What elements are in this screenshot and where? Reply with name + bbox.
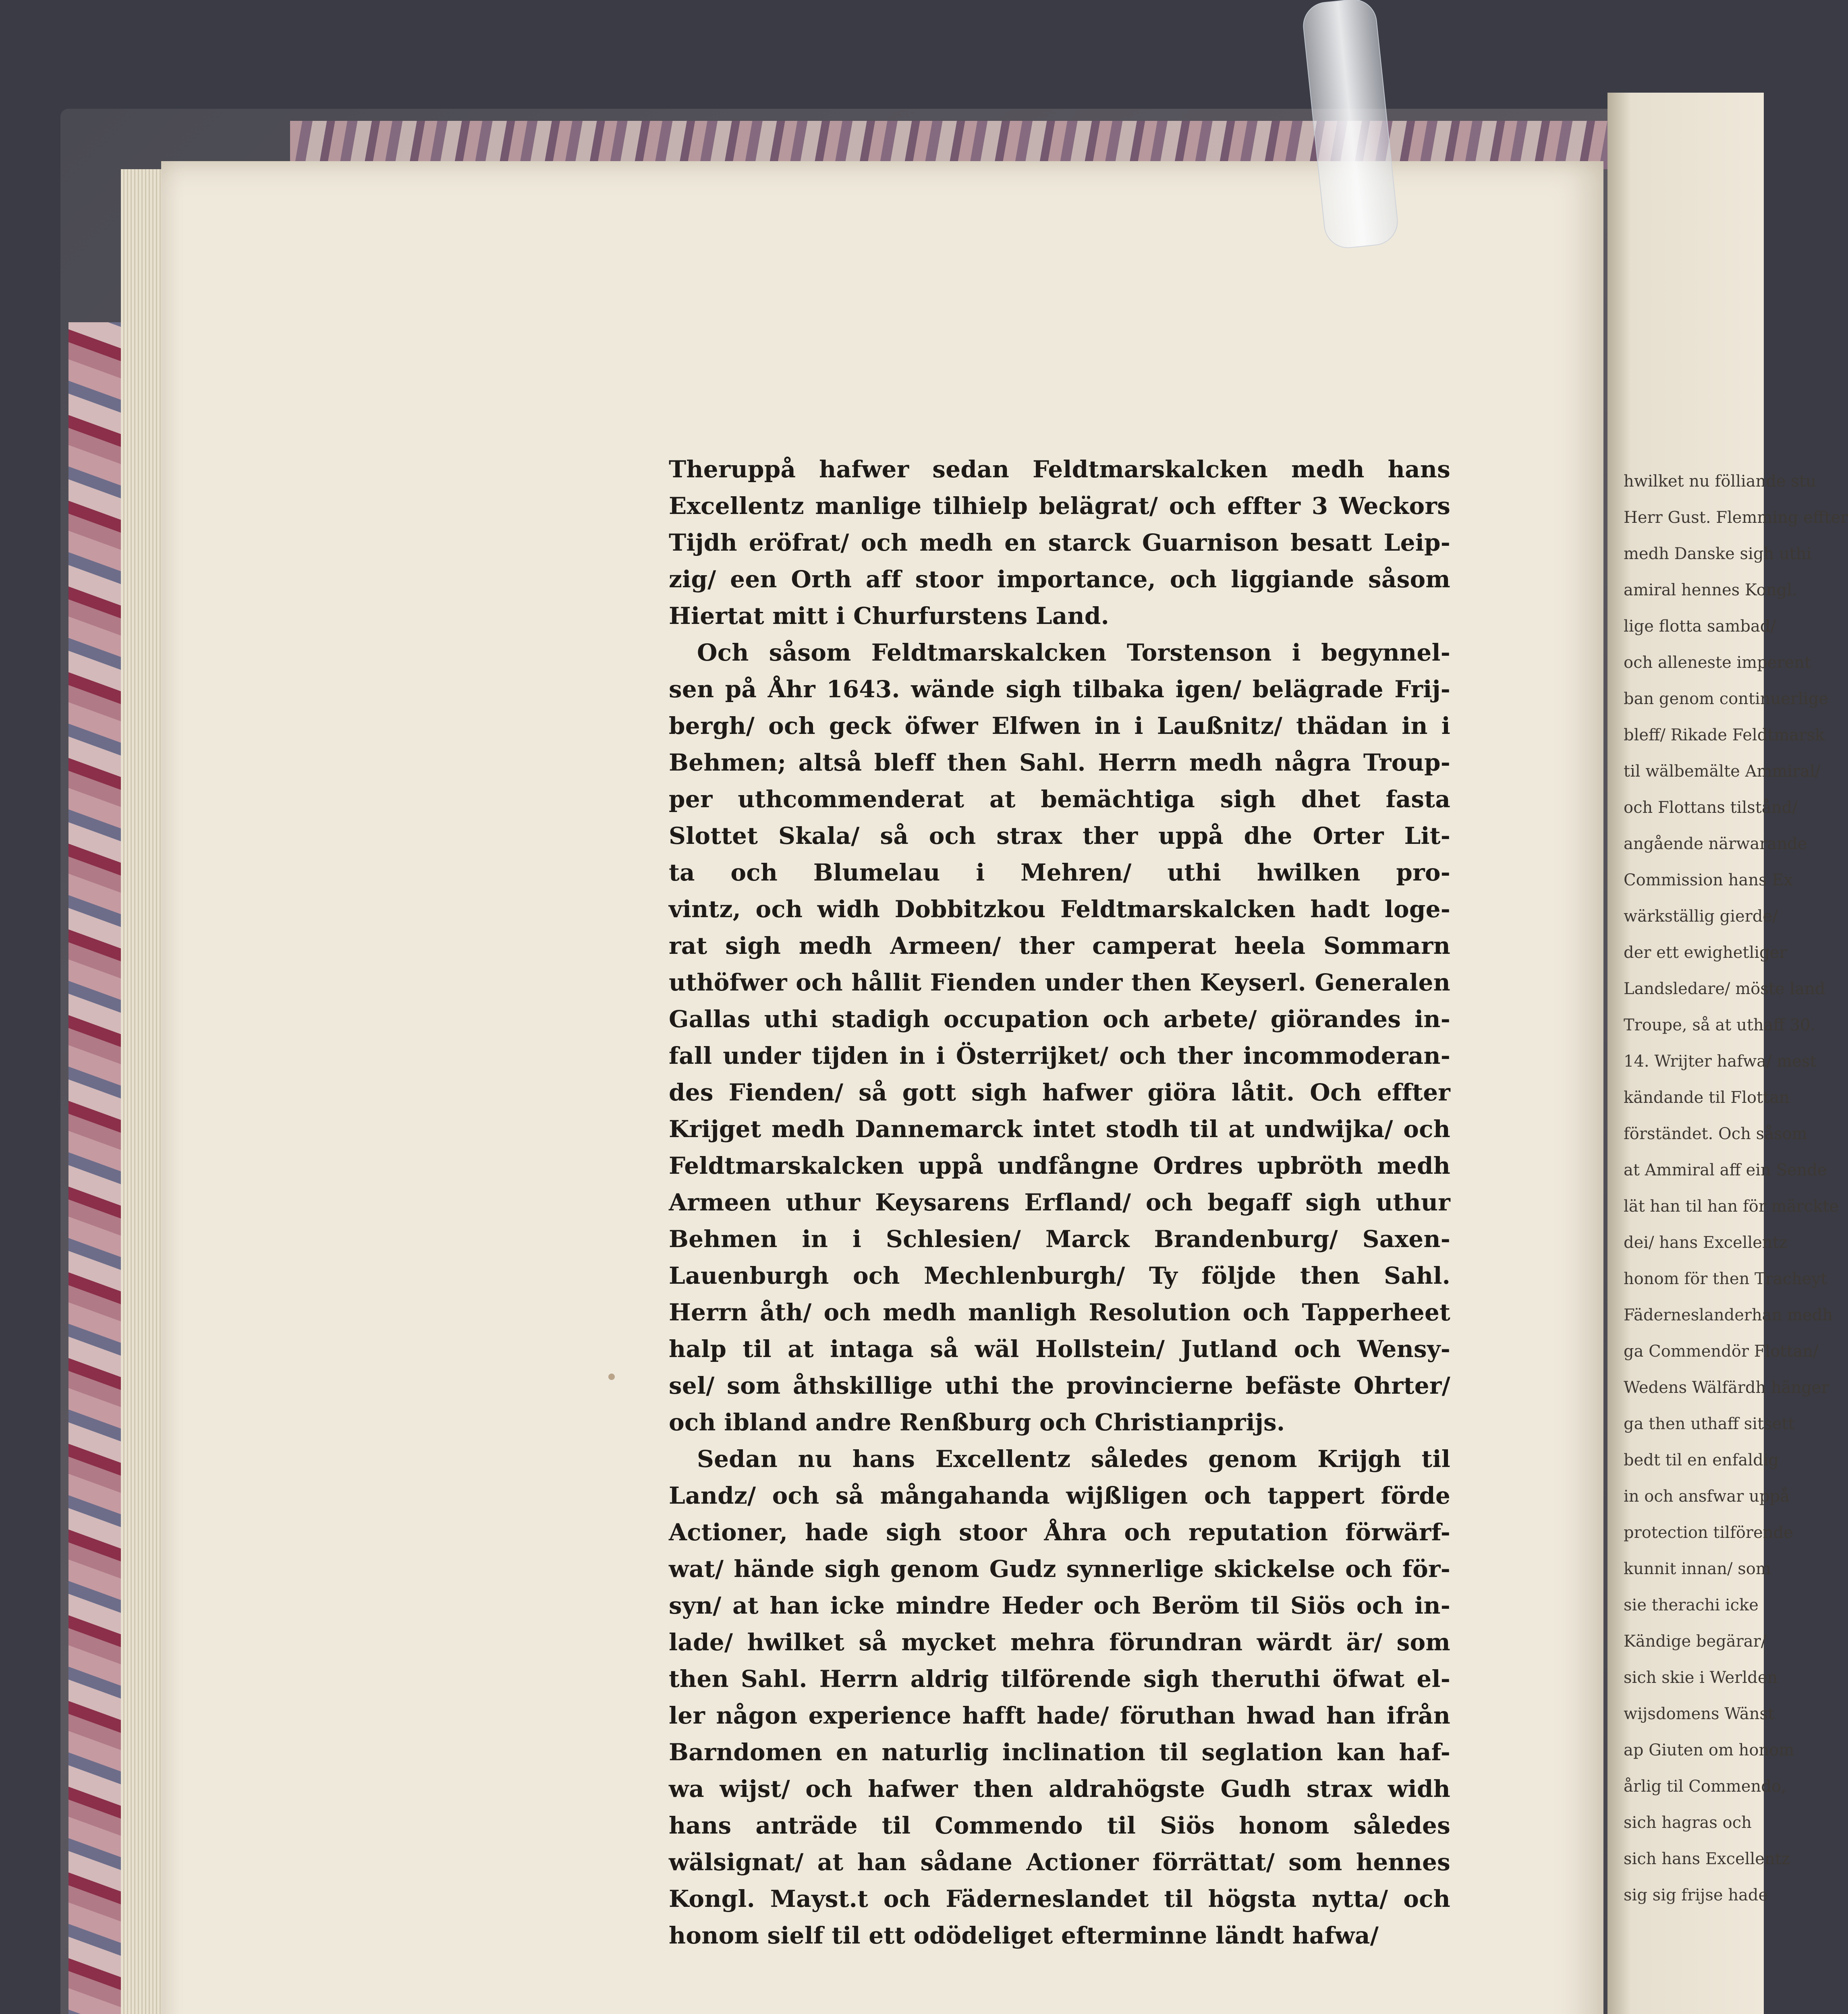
facing-text-line: Herr Gust. Flemming effter (1624, 508, 1848, 527)
text-line: sen på Åhr 1643. wände sigh tilbaka igen/ belägrade Frij- (669, 675, 1450, 703)
text-line: och ibland andre Renßburg och Christianprijs. (669, 1409, 1285, 1436)
text-line: uthöfwer och hållit Fienden under then Keyserl. Generalen (669, 969, 1450, 996)
text-line: Theruppå hafwer sedan Feldtmarskalcken medh hans (669, 456, 1450, 483)
facing-text-line: der ett ewighetliger (1624, 943, 1787, 962)
facing-text-line: lät han til han för märckte (1624, 1197, 1839, 1216)
facing-text-line: medh Danske sigh uthi (1624, 545, 1812, 563)
facing-text-line: Wedens Wälfärdh hänger (1624, 1378, 1829, 1397)
facing-text-line: ga then uthaff sitsett (1624, 1415, 1795, 1433)
facing-text-line: ap Giuten om honom (1624, 1741, 1794, 1759)
facing-text-line: amiral hennes Kongl. (1624, 581, 1797, 599)
facing-text-line: in och ansfwar uppå (1624, 1487, 1790, 1506)
text-line: des Fienden/ så gott sigh hafwer giöra låtit. Och effter (669, 1079, 1450, 1106)
facing-text-line: och alleneste imperent (1624, 653, 1811, 672)
facing-text-line: wijsdomens Wänst (1624, 1705, 1775, 1723)
text-line: rat sigh medh Armeen/ ther camperat heela Sommarn (669, 932, 1450, 959)
facing-text-line: kändande til Flottan (1624, 1088, 1790, 1107)
facing-text-line: honom för then Tracheyt (1624, 1270, 1827, 1288)
facing-text-line: til wälbemälte Ammiral/ (1624, 762, 1821, 781)
text-line: Armeen uthur Keysarens Erfland/ och begaff sigh uthur (669, 1189, 1450, 1216)
text-line: lade/ hwilket så mycket mehra förundran wärdt är/ som (669, 1629, 1450, 1656)
facing-text-line: angående närwarande (1624, 835, 1807, 853)
paper-stain (608, 1374, 615, 1380)
text-line: syn/ at han icke mindre Heder och Beröm til Siös och in- (669, 1592, 1450, 1619)
facing-text-line: sich hans Excellentz (1624, 1850, 1790, 1868)
facing-text-line: lige flotta sambad/ (1624, 617, 1776, 636)
text-line: Behmen; altså bleff then Sahl. Herrn medh några Troup- (669, 749, 1450, 776)
text-line: ler någon experience hafft hade/ föruthan hwad han ifrån (669, 1702, 1450, 1729)
facing-text-line: och Flottans tilstånd/ (1624, 798, 1798, 817)
facing-text-line: bedt til en enfaldig (1624, 1451, 1779, 1469)
text-line: fall under tijden in i Österrijket/ och ther incommoderan- (669, 1042, 1450, 1069)
facing-text-line: årlig til Commendo, (1624, 1777, 1786, 1796)
facing-text-line: sich hagras och (1624, 1813, 1752, 1832)
text-line: then Sahl. Herrn aldrig tilförende sigh theruthi öfwat el- (669, 1665, 1450, 1693)
text-line: vintz, och widh Dobbitzkou Feldtmarskalcken hadt loge- (669, 895, 1450, 923)
facing-text-line: bleff/ Rikade Feldtmarsk (1624, 726, 1825, 744)
facing-text-line: kunnit innan/ som (1624, 1560, 1771, 1578)
text-line: Barndomen en naturlig inclination til seglation kan haf- (669, 1738, 1450, 1766)
facing-text-line: Landsledare/ möste land (1624, 980, 1825, 998)
text-line: Gallas uthi stadigh occupation och arbete/ giörandes in- (669, 1005, 1450, 1033)
text-line: Actioner, hade sigh stoor Åhra och reputation förwärf- (669, 1519, 1450, 1546)
text-line: per uthcommenderat at bemächtiga sigh dhet fasta (669, 785, 1450, 813)
text-line: Landz/ och så mångahanda wijßligen och tappert förde (669, 1482, 1450, 1509)
text-line: Herrn åth/ och medh manligh Resolution och Tapperheet (669, 1299, 1450, 1326)
facing-text-line: sig sig frijse hade (1624, 1886, 1768, 1904)
text-line: sel/ som åthskillige uthi the provincierne befäste Ohrter/ (669, 1372, 1450, 1399)
facing-page-text (1624, 463, 1848, 1913)
text-line: Excellentz manlige tilhielp belägrat/ och effter 3 Weckors (669, 492, 1450, 520)
facing-text-line: 14. Wrijter hafwa/ mest (1624, 1052, 1817, 1071)
text-line: Tijdh eröfrat/ och medh en starck Guarnison besatt Leip- (669, 529, 1450, 556)
text-line: zig/ een Orth aff stoor importance, och liggiande såsom (669, 566, 1450, 593)
page-edges (121, 169, 165, 2014)
text-line: Behmen in i Schlesien/ Marck Brandenburg/ Saxen- (669, 1225, 1450, 1253)
facing-text-line: sich skie i Werlden (1624, 1668, 1778, 1687)
body-text (669, 451, 1450, 1954)
facing-text-line: Fäderneslanderhan medh (1624, 1306, 1833, 1324)
facing-text-line: at Ammiral aff ein Sende (1624, 1161, 1827, 1179)
facing-text-line: ban genom continuerlige (1624, 690, 1828, 708)
text-line: Och såsom Feldtmarskalcken Torstenson i begynnel- (697, 639, 1450, 666)
text-line: Sedan nu hans Excellentz således genom Krijgh til (697, 1445, 1450, 1473)
text-line: ta och Blumelau i Mehren/ uthi hwilken pro- (669, 859, 1450, 886)
facing-text-line: Commission hans Ex (1624, 871, 1793, 889)
text-line: halp til at intaga så wäl Hollstein/ Jutland och Wensy- (669, 1335, 1450, 1363)
text-line: bergh/ och geck öfwer Elfwen in i Laußnitz/ thädan in i (669, 712, 1450, 740)
text-line: Kongl. Mayst.t och Fäderneslandet til högsta nytta/ och (669, 1885, 1450, 1912)
facing-text-line: Kändige begärar/ (1624, 1632, 1767, 1651)
facing-text-line: dei/ hans Excellentz (1624, 1233, 1788, 1252)
text-line: Hiertat mitt i Churfurstens Land. (669, 602, 1110, 630)
facing-page (1607, 93, 1848, 2014)
text-line: wa wijst/ och hafwer then aldrahögste Gudh strax widh (669, 1775, 1450, 1803)
text-line: hans anträde til Commendo til Siös honom således (669, 1812, 1450, 1839)
text-line: wat/ hände sigh genom Gudz synnerlige skickelse och för- (669, 1555, 1450, 1583)
facing-text-line: ga Commendör Flottan/ (1624, 1342, 1819, 1361)
facing-text-line: hwilket nu fölliande stu (1624, 472, 1816, 491)
text-line: Feldtmarskalcken uppå undfångne Ordres upbröth medh (669, 1152, 1450, 1179)
facing-text-line: sie therachi icke (1624, 1596, 1759, 1614)
facing-text-line: protection tilförende (1624, 1523, 1793, 1542)
text-line: Slottet Skala/ så och strax ther uppå dhe Orter Lit- (669, 822, 1450, 850)
facing-text-line: Troupe, så at uthaff 30. (1624, 1016, 1816, 1034)
text-line: wälsignat/ at han sådane Actioner förrättat/ som hennes (669, 1848, 1450, 1876)
facing-text-line: wärkställig gierde/ (1624, 907, 1778, 926)
text-line: honom sielf til ett odödeliget efterminne ländt hafwa/ (669, 1922, 1379, 1949)
text-line: Krijget medh Dannemarck intet stodh til at undwijka/ och (669, 1115, 1450, 1143)
text-line: Lauenburgh och Mechlenburgh/ Ty följde then Sahl. (669, 1262, 1450, 1289)
facing-text-line: förständet. Och såsom (1624, 1125, 1807, 1143)
